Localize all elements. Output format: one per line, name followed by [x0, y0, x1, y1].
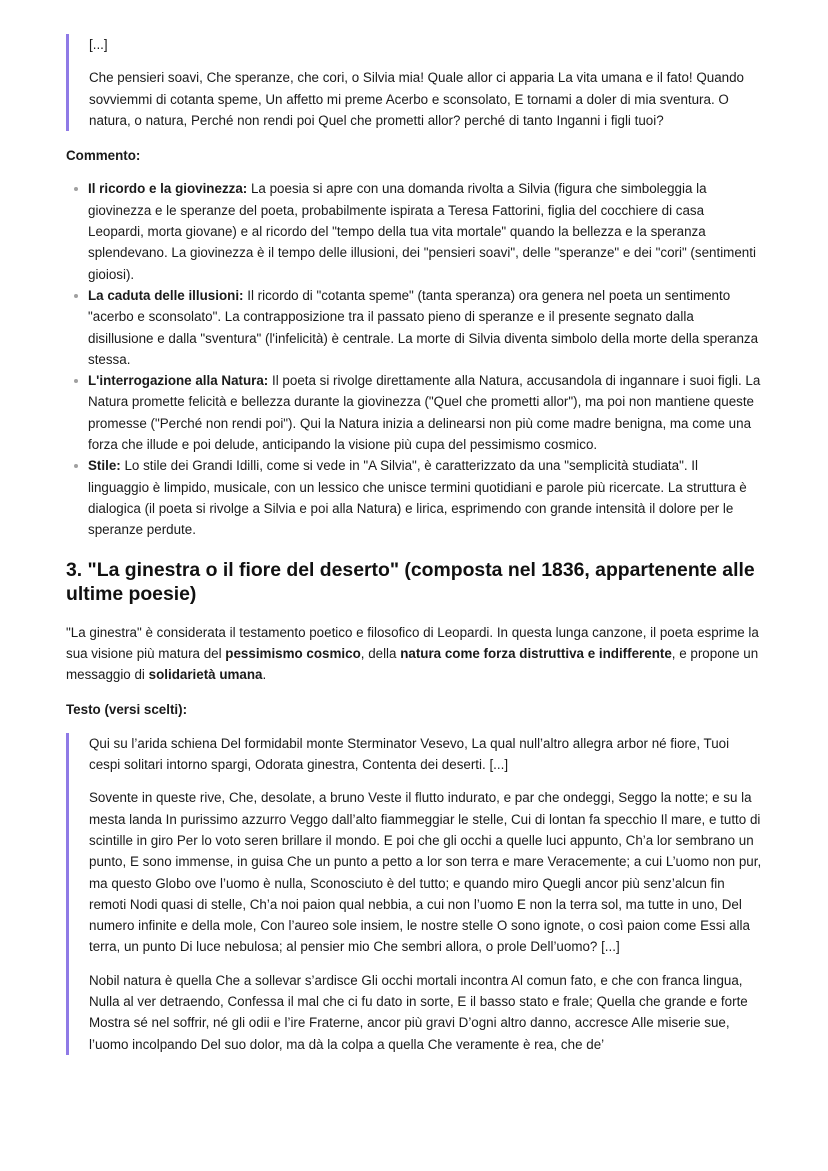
quote-verse: Che pensieri soavi, Che speranze, che cori, o Silvia mia! Quale allor ci apparia La vita umana e il fato! Quando sovviemmi di cotanta speme, Un affetto mi preme Acerbo e sconsolato, E tornami a doler di mia sventura. O natura, o natura, Perché non rendi poi Quel che prometti allor? perché di tanto Inganni i figli tuoi? [89, 70, 745, 128]
section-intro [66, 622, 762, 686]
verse-paragraph: Qui su l’arida schiena Del formidabil monte Sterminator Vesevo, La qual null’altro allegra arbor né fiore, Tuoi cespi solitari intorno spargi, Odorata ginestra, Contenta dei deserti. [...] [89, 735, 730, 773]
intro-text: "La ginestra" è considerata il testamento poetico e filosofico di Leopardi. In questa lunga canzone, il poeta esprime la sua visione più matura del [66, 624, 759, 661]
blockquote-ginestra [66, 733, 762, 1055]
comment-label: Commento: [66, 148, 141, 164]
list-item-text: Il poeta si rivolge direttamente alla Natura, accusandola di ingannare i suoi figli. La Natura promette felicità e bellezza durante la giovinezza ("Quel che prometti allor"), ma poi non mantiene queste promesse ("Perché non rendi poi"). Qui la Natura inizia a delinearsi non più come madre benigna, ma come una forza che illude e poi delude, anticipando la visione più cupa del pessimismo cosmico. [88, 373, 761, 453]
list-item-title: Stile: [88, 458, 121, 474]
section-heading: 3. "La ginestra o il fiore del deserto" (composta nel 1836, appartenente alle ultime poesie) [66, 558, 755, 605]
list-item [88, 370, 762, 455]
blockquote-a-silvia [66, 34, 762, 131]
list-item-text: Lo stile dei Grandi Idilli, come si vede in "A Silvia", è caratterizzato da una "semplicità studiata". Il linguaggio è limpido, musicale, con un lessico che unisce termini quotidiani e parole più ricercate. La struttura è dialogica (il poeta si rivolge a Silvia e poi alla Natura) e lirica, esprimendo con grande intensità il dolore per le speranze perdute. [88, 458, 747, 538]
quote-ellipsis: [...] [89, 37, 108, 52]
comment-list [66, 178, 762, 540]
intro-bold: solidarietà umana [148, 667, 263, 683]
list-item [88, 285, 762, 370]
list-item-text: La poesia si apre con una domanda rivolta a Silvia (figura che simboleggia la giovinezza e le speranze del poeta, probabilmente ispirata a Teresa Fattorini, figlia del cocchiere di casa Leopardi, morta giovane) e al ricordo del "tempo della tua vita mortale" quando la bellezza e la speranza splendevano. La giovinezza è il tempo delle illusioni, dei "pensieri soavi", delle "speranze" e dei "cori" (sentimenti gioiosi). [88, 181, 756, 282]
intro-bold: pessimismo cosmico [225, 645, 361, 661]
intro-text: . [262, 667, 267, 683]
intro-text: , della [360, 645, 401, 661]
verse-paragraph: Nobil natura è quella Che a sollevar s’ardisce Gli occhi mortali incontra Al comun fato, e che con franca lingua, Nulla al ver detraendo, Confessa il mal che ci fu dato in sorte, E il basso stato e frale; Quella che grande e forte Mostra sé nel soffrir, né gli odii e l’ire Fraterne, ancor più gravi D’ogni altro danno, accresce Alle miserie sue, l’uomo incolpando Del suo dolor, ma dà la colpa a quella Che veramente è rea, che de’ [89, 972, 748, 1052]
intro-bold: natura come forza distruttiva e indifferente [400, 645, 672, 661]
list-item [88, 455, 762, 540]
text-label: Testo (versi scelti): [66, 702, 188, 718]
list-item-title: Il ricordo e la giovinezza: [88, 181, 248, 197]
list-item [88, 178, 762, 284]
list-item-title: La caduta delle illusioni: [88, 287, 244, 303]
list-item-text: Il ricordo di "cotanta speme" (tanta speranza) ora genera nel poeta un sentimento "acerbo e sconsolato". La contrapposizione tra il passato pieno di speranze e il presente segnato dalla disillusione e dalla "sventura" (l'infelicità) è centrale. La morte di Silvia diventa simbolo della morte della speranza stessa. [88, 287, 759, 367]
verse-paragraph: Sovente in queste rive, Che, desolate, a bruno Veste il flutto indurato, e par che ondeggi, Seggo la notte; e su la mesta landa In purissimo azzurro Veggo dall’alto fiammeggiar le stelle, Cui di lontan fa specchio Il mare, e tutto di scintille in giro Per lo voto seren brillare il mondo. E poi che gli occhi a quelle luci appunto, Ch’a lor sembrano un punto, E sono immense, in guisa Che un punto a petto a lor son terra e mare Veracemente; a cui L’uomo non pur, ma questo Globo ove l’uomo è nulla, Sconosciuto è del tutto; e quando miro Quegli ancor più senz’alcun fin remoti Nodi quasi di stelle, Ch’a noi paion qual nebbia, a cui non l’uomo E non la terra sol, ma tutte in uno, Del numero infinite e della mole, Con l’aureo sole insiem, le nostre stelle O sono ignote, o così paion come Essi alla terra, un punto Di luce nebulosa; al pensier mio Che sembri allora, o prole Dell’uomo? [...] [89, 790, 762, 955]
list-item-title: L'interrogazione alla Natura: [88, 373, 269, 389]
intro-text: , e propone un messaggio di [66, 645, 759, 683]
